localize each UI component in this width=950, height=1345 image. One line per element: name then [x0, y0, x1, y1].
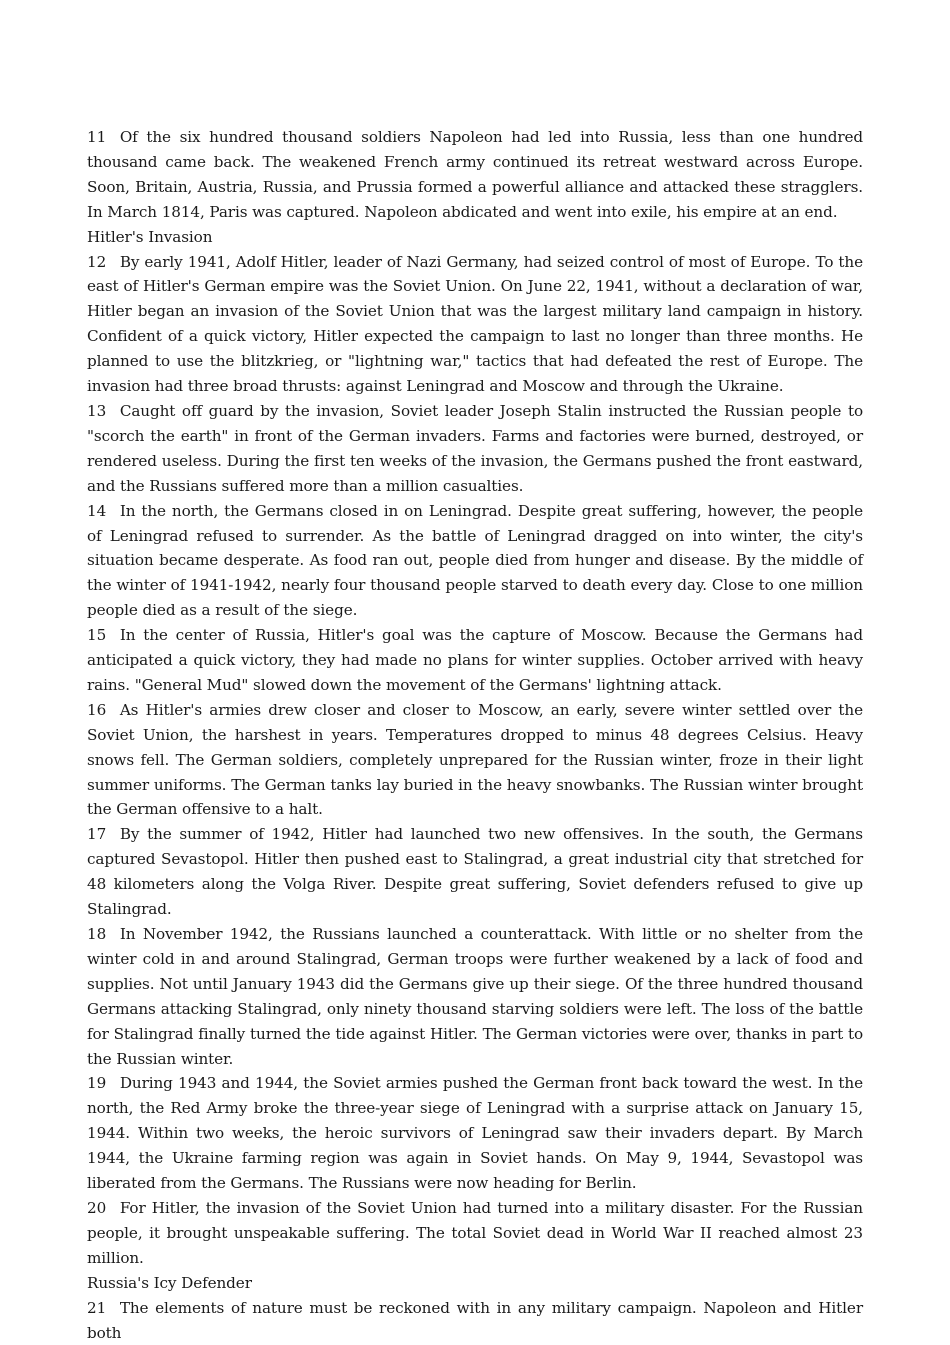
paragraph-number: 15 — [87, 626, 107, 645]
paragraph-16 — [87, 698, 863, 823]
paragraph-text: In the center of Russia, Hitler's goal was the capture of Moscow. Because the Germans had anticipated a quick victory, they had made no plans for winter supplies. October arrived with heavy rains. "General Mud" slowed down the movement of the Germans' lightning attack. — [87, 626, 863, 694]
paragraph-20 — [87, 1196, 863, 1271]
paragraph-number: 19 — [87, 1074, 107, 1093]
paragraph-13 — [87, 399, 863, 499]
section-heading-russias-icy-defender: Russia's Icy Defender — [87, 1273, 252, 1292]
paragraph-number: 17 — [87, 825, 107, 844]
section-heading-hitlers-invasion: Hitler's Invasion — [87, 227, 213, 246]
document-page — [87, 125, 863, 1345]
paragraph-19 — [87, 1071, 863, 1196]
paragraph-11 — [87, 125, 863, 225]
paragraph-text: In November 1942, the Russians launched a counterattack. With little or no shelter from the winter cold in and around Stalingrad, German troops were further weakened by a lack of food and supplies. Not until January 1943 did the Germans give up their siege. Of the three hundred thousand Germans attacking Stalingrad, only ninety thousand starving soldiers were left. The loss of the battle for Stalingrad finally turned the tide against Hitler. The German victories were over, thanks in part to the Russian winter. — [87, 925, 863, 1068]
paragraph-text: By early 1941, Adolf Hitler, leader of Nazi Germany, had seized control of most of Europe. To the east of Hitler's German empire was the Soviet Union. On June 22, 1941, without a declaration of war, Hitler began an invasion of the Soviet Union that was the largest military land campaign in history. Confident of a quick victory, Hitler expected the campaign to last no longer than three months. He planned to use the blitzkrieg, or "lightning war," tactics that had defeated the rest of Europe. The invasion had three broad thrusts: against Leningrad and Moscow and through the Ukraine. — [87, 252, 863, 396]
paragraph-number: 16 — [87, 700, 107, 719]
paragraph-number: 14 — [87, 501, 107, 520]
paragraph-number: 11 — [87, 128, 107, 146]
paragraph-17 — [87, 822, 863, 922]
paragraph-text: Caught off guard by the invasion, Soviet leader Joseph Stalin instructed the Russian people to "scorch the earth" in front of the German invaders. Farms and factories were burned, destroyed, or rendered useless. During the first ten weeks of the invasion, the Germans pushed the front eastward, and the Russians suffered more than a million casualties. — [87, 401, 863, 495]
paragraph-text: Of the six hundred thousand soldiers Napoleon had led into Russia, less than one hundred thousand came back. The weakened French army continued its retreat westward across Europe. Soon, Britain, Austria, Russia, and Prussia formed a powerful alliance and attacked these stragglers. In March 1814, Paris was captured. Napoleon abdicated and went into exile, his empire at an end. — [87, 128, 863, 221]
paragraph-text: By the summer of 1942, Hitler had launched two new offensives. In the south, the Germans captured Sevastopol. Hitler then pushed east to Stalingrad, a great industrial city that stretched for 48 kilometers along the Volga River. Despite great suffering, Soviet defenders refused to give up Stalingrad. — [87, 825, 863, 919]
paragraph-number: 18 — [87, 925, 107, 943]
paragraph-text: The elements of nature must be reckoned with in any military campaign. Napoleon and Hitler both — [87, 1298, 863, 1342]
paragraph-text: In the north, the Germans closed in on Leningrad. Despite great suffering, however, the people of Leningrad refused to surrender. As the battle of Leningrad dragged on into winter, the city's situation became desperate. As food ran out, people died from hunger and disease. By the middle of the winter of 1941-1942, nearly four thousand people starved to death every day. Close to one million people died as a result of the siege. — [87, 501, 863, 620]
paragraph-number: 21 — [87, 1298, 107, 1317]
paragraph-text: For Hitler, the invasion of the Soviet Union had turned into a military disaster. For the Russian people, it brought unspeakable suffering. The total Soviet dead in World War II reached almost 23 million. — [87, 1198, 863, 1267]
paragraph-14 — [87, 499, 863, 624]
paragraph-18 — [87, 922, 863, 1071]
paragraph-number: 12 — [87, 252, 107, 271]
paragraph-21 — [87, 1296, 863, 1345]
paragraph-text: During 1943 and 1944, the Soviet armies pushed the German front back toward the west. In the north, the Red Army broke the three-year siege of Leningrad with a surprise attack on January 15, 1944. Within two weeks, the heroic survivors of Leningrad saw their invaders depart. By March 1944, the Ukraine farming region was again in Soviet hands. On May 9, 1944, Sevastopol was liberated from the Germans. The Russians were now heading for Berlin. — [87, 1074, 863, 1193]
paragraph-number: 20 — [87, 1198, 107, 1217]
paragraph-12 — [87, 250, 863, 399]
paragraph-text: As Hitler's armies drew closer and closer to Moscow, an early, severe winter settled over the Soviet Union, the harshest in years. Temperatures dropped to minus 48 degrees Celsius. Heavy snows fell. The German soldiers, completely unprepared for the Russian winter, froze in their light summer uniforms. The German tanks lay buried in the heavy snowbanks. The Russian winter brought the German offensive to a halt. — [87, 700, 863, 819]
paragraph-15 — [87, 623, 863, 698]
paragraph-number: 13 — [87, 401, 107, 420]
